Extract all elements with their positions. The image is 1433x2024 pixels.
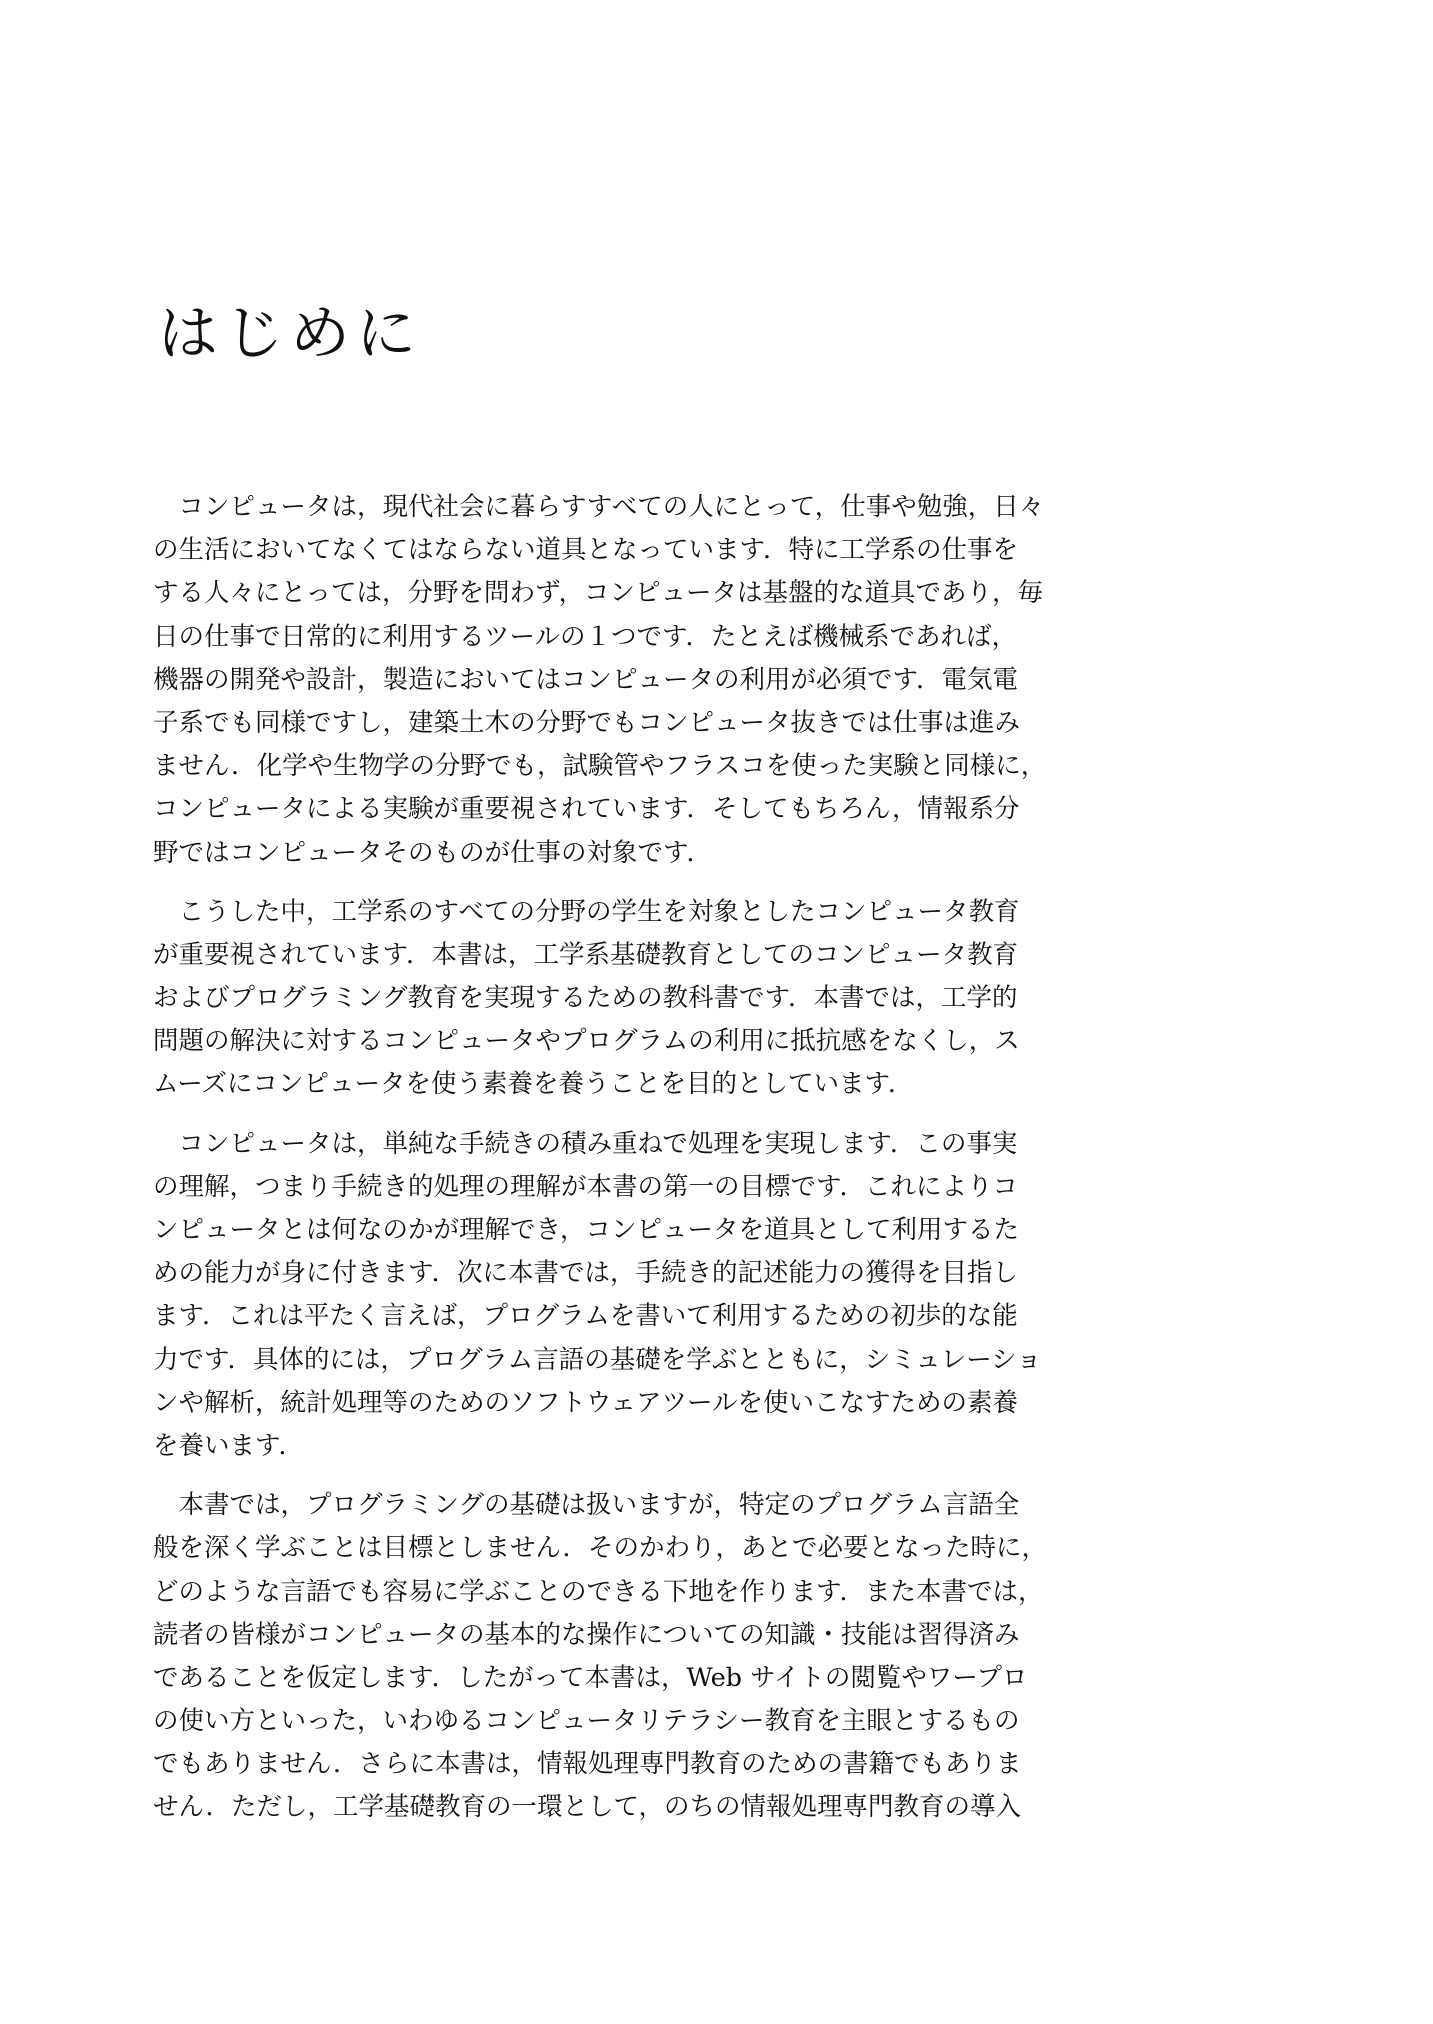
body-text bbox=[153, 486, 1073, 1846]
paragraph-2 bbox=[153, 891, 1073, 1107]
paragraph-line: 本書では，プログラミングの基礎は扱いますが，特定のプログラム言語全 bbox=[153, 1490, 1020, 1521]
paragraph-line: の生活においてなくてはならない道具となっています．特に工学系の仕事を bbox=[153, 535, 1018, 566]
paragraph-line: を養います． bbox=[153, 1430, 304, 1461]
paragraph-1 bbox=[153, 486, 1073, 875]
paragraph-line: 般を深く学ぶことは目標としません．そのかわり，あとで必要となった時に， bbox=[153, 1533, 1048, 1564]
paragraph-line: コンピュータは，単純な手続きの積み重ねで処理を実現します．この事実 bbox=[153, 1128, 1018, 1159]
paragraph-line: 読者の皆様がコンピュータの基本的な操作についての知識・技能は習得済み bbox=[153, 1619, 1020, 1650]
paragraph-line: する人々にとっては，分野を問わず，コンピュータは基盤的な道具であり，毎 bbox=[153, 578, 1043, 609]
paragraph-line: せん．ただし，工学基礎教育の一環として，のちの情報処理専門教育の導入 bbox=[153, 1792, 1022, 1823]
paragraph-line: ません．化学や生物学の分野でも，試験管やフラスコを使った実験と同様に， bbox=[153, 751, 1047, 782]
paragraph-line: 問題の解決に対するコンピュータやプログラムの利用に抵抗感をなくし，ス bbox=[153, 1026, 1020, 1057]
paragraph-line: ムーズにコンピュータを使う素養を養うことを目的としています． bbox=[153, 1069, 914, 1100]
paragraph-line: ます．これは平たく言えば，プログラムを書いて利用するための初歩的な能 bbox=[153, 1301, 1018, 1332]
paragraph-line: ンピュータとは何なのかが理解でき，コンピュータを道具として利用するた bbox=[153, 1215, 1019, 1245]
paragraph-3 bbox=[153, 1123, 1073, 1469]
paragraph-line: の理解，つまり手続き的処理の理解が本書の第一の目標です．これによりコ bbox=[153, 1171, 1018, 1202]
chapter-title: はじめに bbox=[158, 299, 422, 369]
paragraph-line: 力です．具体的には，プログラム言語の基礎を学ぶとともに，シミュレーショ bbox=[153, 1344, 1042, 1375]
paragraph-line: こうした中，工学系のすべての分野の学生を対象としたコンピュータ教育 bbox=[153, 896, 1020, 927]
paragraph-line: めの能力が身に付きます．次に本書では，手続き的記述能力の獲得を目指し bbox=[153, 1258, 1018, 1289]
paragraph-line: の使い方といった，いわゆるコンピュータリテラシー教育を主眼とするもの bbox=[153, 1706, 1020, 1737]
paragraph-line: であることを仮定します．したがって本書は，Web サイトの閲覧やワープロ bbox=[153, 1662, 1028, 1693]
paragraph-line: でもありません．さらに本書は，情報処理専門教育のための書籍でもありま bbox=[153, 1749, 1022, 1780]
paragraph-line: 野ではコンピュータそのものが仕事の対象です． bbox=[153, 837, 712, 868]
paragraph-line: コンピュータは，現代社会に暮らすすべての人にとって，仕事や勉強，日々 bbox=[153, 492, 1045, 522]
paragraph-line: が重要視されています．本書は，工学系基礎教育としてのコンピュータ教育 bbox=[153, 939, 1018, 970]
paragraph-4 bbox=[153, 1484, 1073, 1830]
paragraph-line: どのような言語でも容易に学ぶことのできる下地を作ります．また本書では， bbox=[153, 1576, 1044, 1607]
paragraph-line: 機器の開発や設計，製造においてはコンピュータの利用が必須です．電気電 bbox=[153, 664, 1018, 695]
paragraph-line: およびプログラミング教育を実現するための教科書です．本書では，工学的 bbox=[153, 983, 1018, 1014]
paragraph-line: ンや解析，統計処理等のためのソフトウェアツールを使いこなすための素養 bbox=[153, 1387, 1018, 1418]
paragraph-line: 子系でも同様ですし，建築土木の分野でもコンピュータ抜きでは仕事は進み bbox=[153, 707, 1021, 738]
paragraph-line: コンピュータによる実験が重要視されています．そしてもちろん，情報系分 bbox=[153, 794, 1020, 825]
paragraph-line: 日の仕事で日常的に利用するツールの１つです．たとえば機械系であれば， bbox=[153, 621, 1017, 652]
